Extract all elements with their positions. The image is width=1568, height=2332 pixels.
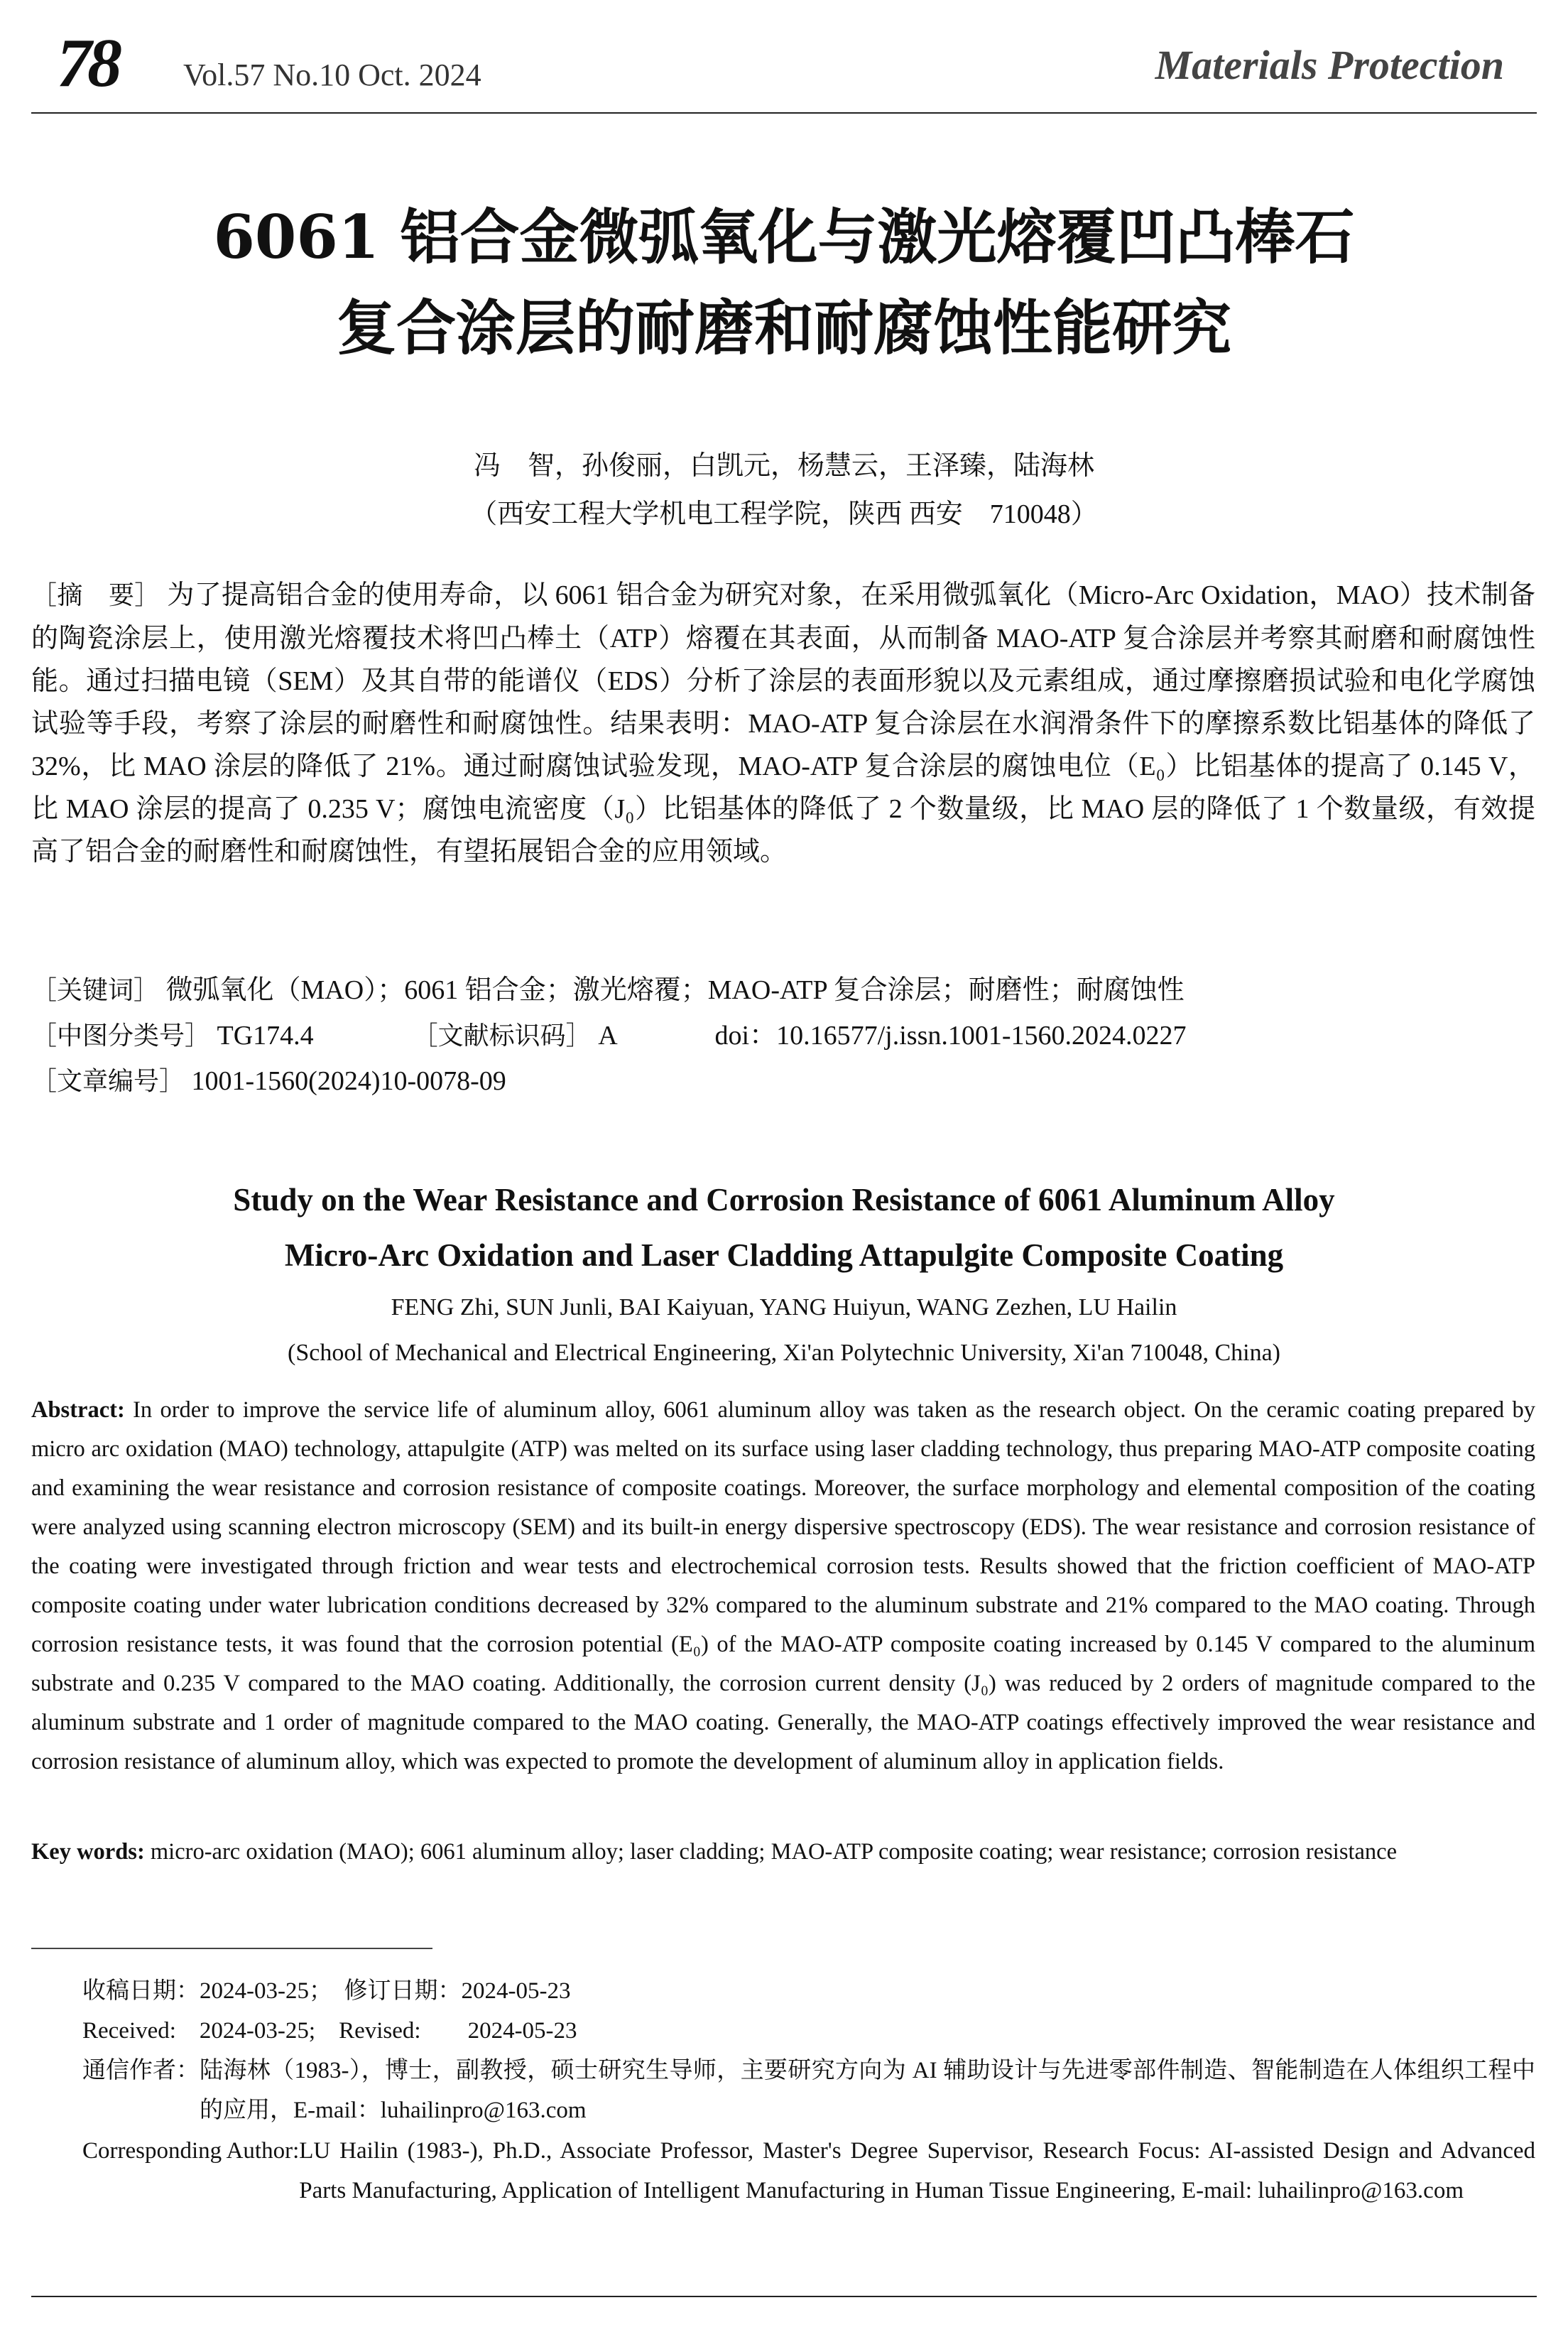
corresponding-author-english-text: LU Hailin (1983-), Ph.D., Associate Professor, Master's Degree Supervisor, Research Focus: AI-assisted Design and Advanced Parts Manufacturing, Application of Intelligent Manufacturing in Human Tissue Engineering, E-mail: luhailinpro@163.com xyxy=(299,2138,1535,2203)
doi-value[interactable]: 10.16577/j.issn.1001-1560.2024.0227 xyxy=(776,1021,1187,1051)
english-title-line1: Study on the Wear Resistance and Corrosion Resistance of 6061 Aluminum Alloy xyxy=(233,1182,1335,1217)
journal-name: Materials Protection xyxy=(1155,42,1504,88)
footnote-rule xyxy=(31,1948,432,1949)
issue-info: Vol.57 No.10 Oct. 2024 xyxy=(183,58,481,92)
bottom-rule xyxy=(31,2296,1537,2297)
english-title xyxy=(0,1172,1568,1283)
english-keywords xyxy=(31,1833,1535,1872)
article-number-line xyxy=(31,1060,1535,1103)
chinese-abstract-text: 为了提高铝合金的使用寿命，以 6061 铝合金为研究对象，在采用微弧氧化（Micro-Arc Oxidation，MAO）技术制备的陶瓷涂层上，使用激光熔覆技术将凹凸棒土（ATP）熔覆在其表面，从而制备 MAO-ATP 复合涂层并考察其耐磨和耐腐蚀性能。通过扫描电镜（SEM）及其自带的能谱仪（EDS）分析了涂层的表面形貌以及元素组成，通过摩擦磨损试验和电化学腐蚀试验等手段，考察了涂层的耐磨性和耐腐蚀性。结果表明：MAO-ATP 复合涂层在水润滑条件下的摩擦系数比铝基体的降低了 32%，比 MAO 涂层的降低了 21%。通过耐腐蚀试验发现，MAO-ATP 复合涂层的腐蚀电位（E₀）比铝基体的提高了 0.145 V，比 MAO 涂层的提高了 0.235 V；腐蚀电流密度（J₀）比铝基体的降低了 2 个数量级，比 MAO 层的降低了 1 个数量级，有效提高了铝合金的耐磨性和耐腐蚀性，有望拓展铝合金的应用领域。 xyxy=(31,580,1535,867)
page-number: 78 xyxy=(57,25,118,102)
chinese-keywords xyxy=(31,969,1535,1012)
corresponding-author-chinese-text: 陆海林（1983-），博士，副教授，硕士研究生导师，主要研究方向为 AI 辅助设计与先进零部件制造、智能制造在人体组织工程中的应用，E-mail：luhailinpro@163.com xyxy=(200,2058,1535,2123)
english-abstract-label: Abstract: xyxy=(31,1397,125,1423)
articleno-label: ［文章编号］ xyxy=(31,1067,185,1096)
received-dates-chinese: 收稿日期：2024-03-25； 修订日期：2024-05-23 xyxy=(82,1978,571,2004)
received-dates-english: Received: 2024-03-25; Revised: 2024-05-23 xyxy=(82,2018,577,2044)
corresponding-author-english-label: Corresponding Author: xyxy=(82,2138,300,2164)
chinese-abstract-label: ［摘 要］ xyxy=(31,581,160,610)
chinese-keywords-label: ［关键词］ xyxy=(31,976,160,1005)
doccode-label: ［文献标识码］ xyxy=(412,1021,592,1051)
doi-label: doi： xyxy=(714,1021,777,1051)
english-affiliation: (School of Mechanical and Electrical Engineering, Xi'an Polytechnic University, Xi'an 710048, China) xyxy=(288,1340,1280,1366)
english-keywords-label: Key words: xyxy=(31,1839,145,1865)
classification-line xyxy=(31,1014,1535,1058)
header-rule xyxy=(31,112,1537,114)
english-abstract xyxy=(31,1391,1535,1781)
chinese-title-line1: 6061 铝合金微弧氧化与激光熔覆凹凸棒石 xyxy=(213,202,1355,272)
english-title-line2: Micro-Arc Oxidation and Laser Cladding Attapulgite Composite Coating xyxy=(284,1237,1284,1273)
doccode-value: A xyxy=(598,1021,616,1051)
articleno-value: 1001-1560(2024)10-0078-09 xyxy=(191,1066,506,1096)
chinese-affiliation: （西安工程大学机电工程学院，陕西 西安 710048） xyxy=(470,499,1098,529)
chinese-keywords-text: 微弧氧化（MAO）；6061 铝合金；激光熔覆；MAO-ATP 复合涂层；耐磨性；耐腐蚀性 xyxy=(165,975,1185,1005)
corresponding-author-chinese-label: 通信作者： xyxy=(82,2058,200,2083)
english-keywords-text: micro-arc oxidation (MAO); 6061 aluminum alloy; laser cladding; MAO-ATP composite coating; wear resistance; corrosion resistance xyxy=(150,1839,1398,1865)
class-value: TG174.4 xyxy=(217,1021,314,1051)
corresponding-author-english xyxy=(82,2131,1535,2211)
chinese-authors: 冯 智，孙俊丽，白凯元，杨慧云，王泽臻，陆海林 xyxy=(473,450,1094,481)
corresponding-author-chinese xyxy=(82,2051,1535,2130)
chinese-title-line2: 复合涂层的耐磨和耐腐蚀性能研究 xyxy=(336,293,1231,363)
chinese-abstract xyxy=(31,574,1535,873)
chinese-title xyxy=(0,192,1568,374)
class-label: ［中图分类号］ xyxy=(31,1021,211,1051)
english-abstract-text: In order to improve the service life of aluminum alloy, 6061 aluminum alloy was taken as the research object. On the ceramic coating prepared by micro arc oxidation (MAO) technology, attapulgite (ATP) was melted on its surface using laser cladding technology, thus preparing MAO-ATP composite coating and examining the wear resistance and corrosion resistance of composite coatings. Moreover, the surface morphology and elemental composition of the coating were analyzed using scanning electron microscopy (SEM) and its built-in energy dispersive spectroscopy (EDS). The wear resistance and corrosion resistance of the coating were investigated through friction and wear tests and electrochemical corrosion tests. Results showed that the friction coefficient of MAO-ATP composite coating under water lubrication conditions decreased by 32% compared to the aluminum substrate and 21% compared to the MAO coating. Through corrosion resistance tests, it was found that the corrosion potential (E₀) of the MAO-ATP composite coating increased by 0.145 V compared to the aluminum substrate and 0.235 V compared to the MAO coating. Additionally, the corrosion current density (J₀) was reduced by 2 orders of magnitude compared to the aluminum substrate and 1 order of magnitude compared to the MAO coating. Generally, the MAO-ATP coatings effectively improved the wear resistance and corrosion resistance of aluminum alloy, which was expected to promote the development of aluminum alloy in application fields. xyxy=(31,1397,1535,1774)
english-authors: FENG Zhi, SUN Junli, BAI Kaiyuan, YANG Huiyun, WANG Zezhen, LU Hailin xyxy=(391,1294,1177,1320)
